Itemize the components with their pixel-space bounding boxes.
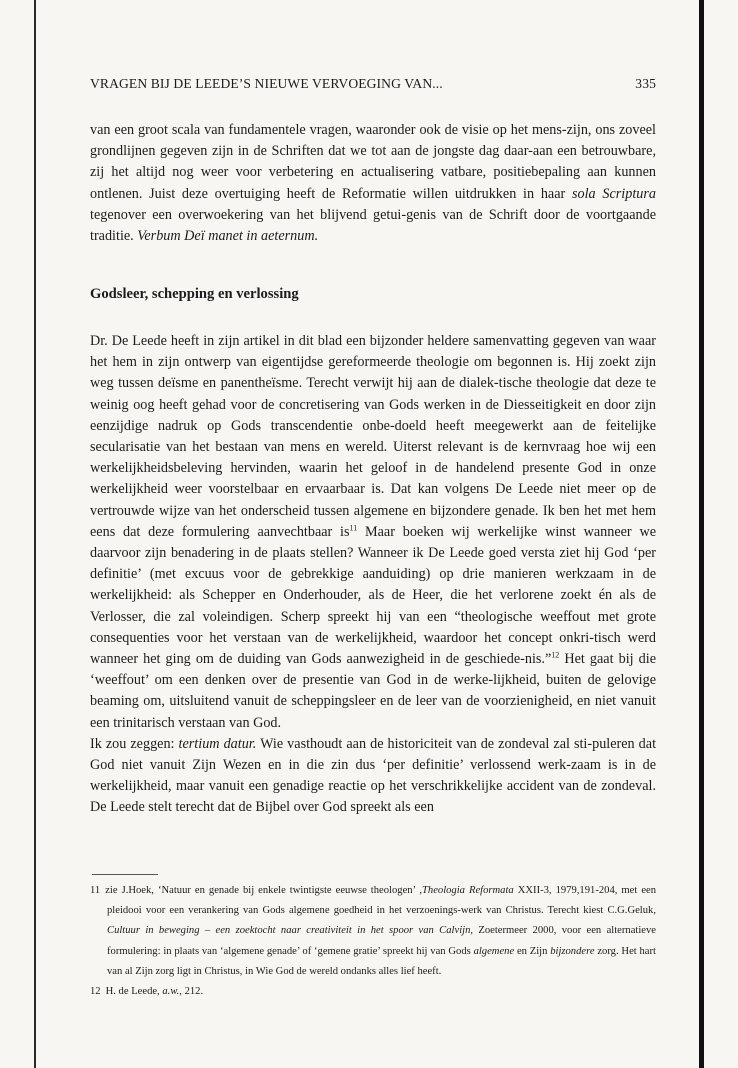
footnote-12-text-b: 212. [184, 986, 204, 998]
footnote-12-number: 12 [90, 986, 101, 998]
footnote-rule [92, 874, 158, 875]
footnote-11-italic-book: Cultuur in beweging – een zoektocht naar creativiteit in het spoor van Calvijn, [107, 925, 474, 937]
body-part-3: Het gaat bij die ‘weeffout’ om een denken over de presentie van God in de werke-lijkheid, buiten de gelovige beaming om, uitsluitend vanuit de scheppingsleer en de leer van de voorzienigheid, en niet vanuit een trinitarisch verstaan van God. [90, 651, 656, 731]
scan-edge-right [699, 0, 704, 1068]
running-head [90, 76, 656, 92]
footnote-11-italic-algemene: algemene [473, 945, 515, 957]
body-p2-italic: tertium datur. [178, 735, 257, 752]
footnote-11-text-c: Zoetermeer 2000, voor een alternatieve formulering: in plaats van ‘algemene genade’ of ‘gemene gratie’ spreekt hij van Gods [107, 925, 656, 957]
intro-paragraph [90, 120, 656, 247]
footnote-11-italic-bijzondere: bijzondere [550, 945, 595, 957]
running-title: VRAGEN BIJ DE LEEDE’S NIEUWE VERVOEGING VAN... [90, 76, 443, 91]
main-body [90, 331, 656, 819]
intro-text: van een groot scala van fundamentele vragen, waaronder ook de visie op het mens-zijn, ons zoveel grondlijnen gegeven zijn in de Schriften dat we tot aan de jongste dag daar-aan een betrouwbare, zij het altijd nog weer voor verbetering en actualisering vatbare, positiebepaling aan kunnen ontlenen. Juist deze overtuiging heeft de Reformatie willen uitdrukken in haar [90, 122, 656, 202]
footnote-11-text-b: XXII-3, 1979,191-204, met een pleidooi voor een verankering van Gods algemene goedheid in het verzoenings-werk van Christus. Terecht kiest C.G.Geluk, [107, 885, 657, 917]
body-p2-rest: Wie vasthoudt aan de historiciteit van de zondeval zal sti-puleren dat God niet vanuit Zijn Wezen en in die zin dus ‘per definitie’ verlossend werk-zaam is in de werkelijkheid, maar vanuit een genadige reactie op het verschrikkelijke accident van de zondeval. De Leede stelt terecht dat de Bijbel over God spreekt als een [90, 735, 657, 816]
body-paragraph-1 [90, 331, 656, 734]
footnote-11-text-d: en Zijn [516, 945, 548, 957]
scan-edge-left [34, 0, 36, 1068]
footnote-11-italic-journal: Theologia Reformata [422, 885, 514, 896]
body-part-1: Dr. De Leede heeft in zijn artikel in dit blad een bijzonder heldere samenvatting gegeven van waar het hem in zijn ontwerp van eigentijdse gereformeerde theologie om begonnen is. Hij zoekt zijn weg tussen deïsme en panentheïsme. Terecht verwijt hij aan de dialek-tische theologie dat deze te weinig oog heeft gehad voor de concretisering van Gods werken in de Diesseitigkeit en door zijn eenzijdige nadruk op Gods transcendentie onbe-doeld heeft meegewerkt aan de feitelijke secularisatie van het bestaan van mens en wereld. Uiterst relevant is de kernvraag hoe wij een werkelijkheidsbeleving hervinden, waarin het geloof in de handelend presente God in onze werkelijkheid weer voorstelbaar en ervaarbaar is. Dat kan volgens De Leede niet meer op de vertrouwde wijze van het onderscheid tussen algemene en bijzondere genade. Ik ben het met hem eens dat deze formulering aanvechtbaar is [90, 333, 656, 540]
footnote-12-text-a: H. de Leede, [105, 986, 160, 998]
page-number: 335 [635, 76, 656, 91]
body-part-2: Maar boeken wij werkelijke winst wanneer we daarvoor zijn benadering in de plaats stellen? Wanneer ik De Leede goed versta ziet hij God ‘per definitie’ (met excuus voor de gebrekkige aanduiding) op drie manieren werkzaam in de werkelijkheid: als Schepper en Onderhouder, als de Heer, die het verlorene zoekt én als de Verlosser, die zal voleindigen. Scherp spreekt hij van een “theologische weeffout met grote consequenties voor het verstaan van de werkelijkheid, waardoor het concept onkri-tisch werd wanneer het ging om de duiding van Gods aanwezigheid in de geschiede-nis.” [90, 523, 656, 668]
intro-text-2: tegenover een overwoekering van het blijvend getui-genis van de Schrift door de voortgaande traditie. [90, 206, 656, 245]
footnote-12-italic: a.w., [162, 986, 182, 998]
intro-italic-sola-scriptura: sola Scriptura [572, 185, 656, 202]
footnote-11-number: 11 [90, 885, 101, 896]
body-p2-lead: Ik zou zeggen: [90, 735, 175, 752]
footnotes [90, 881, 656, 1002]
footnote-11-text-e: zorg. Het hart van al Zijn zorg ligt in Christus, in Wie God de wereld ondanks alles lief heeft. [107, 945, 656, 977]
footnote-ref-11: 11 [349, 523, 358, 533]
footnote-ref-12: 12 [551, 650, 560, 660]
body-paragraph-2 [90, 734, 656, 819]
footnote-12 [90, 982, 656, 1002]
footnote-11-text-a: zie J.Hoek, ‘Natuur en genade bij enkele twintigste eeuwse theologen’ , [105, 885, 422, 896]
intro-italic-verbum: Verbum Deï manet in aeternum. [137, 228, 319, 245]
section-heading: Godsleer, schepping en verlossing [90, 286, 299, 302]
footnote-11 [90, 881, 656, 982]
